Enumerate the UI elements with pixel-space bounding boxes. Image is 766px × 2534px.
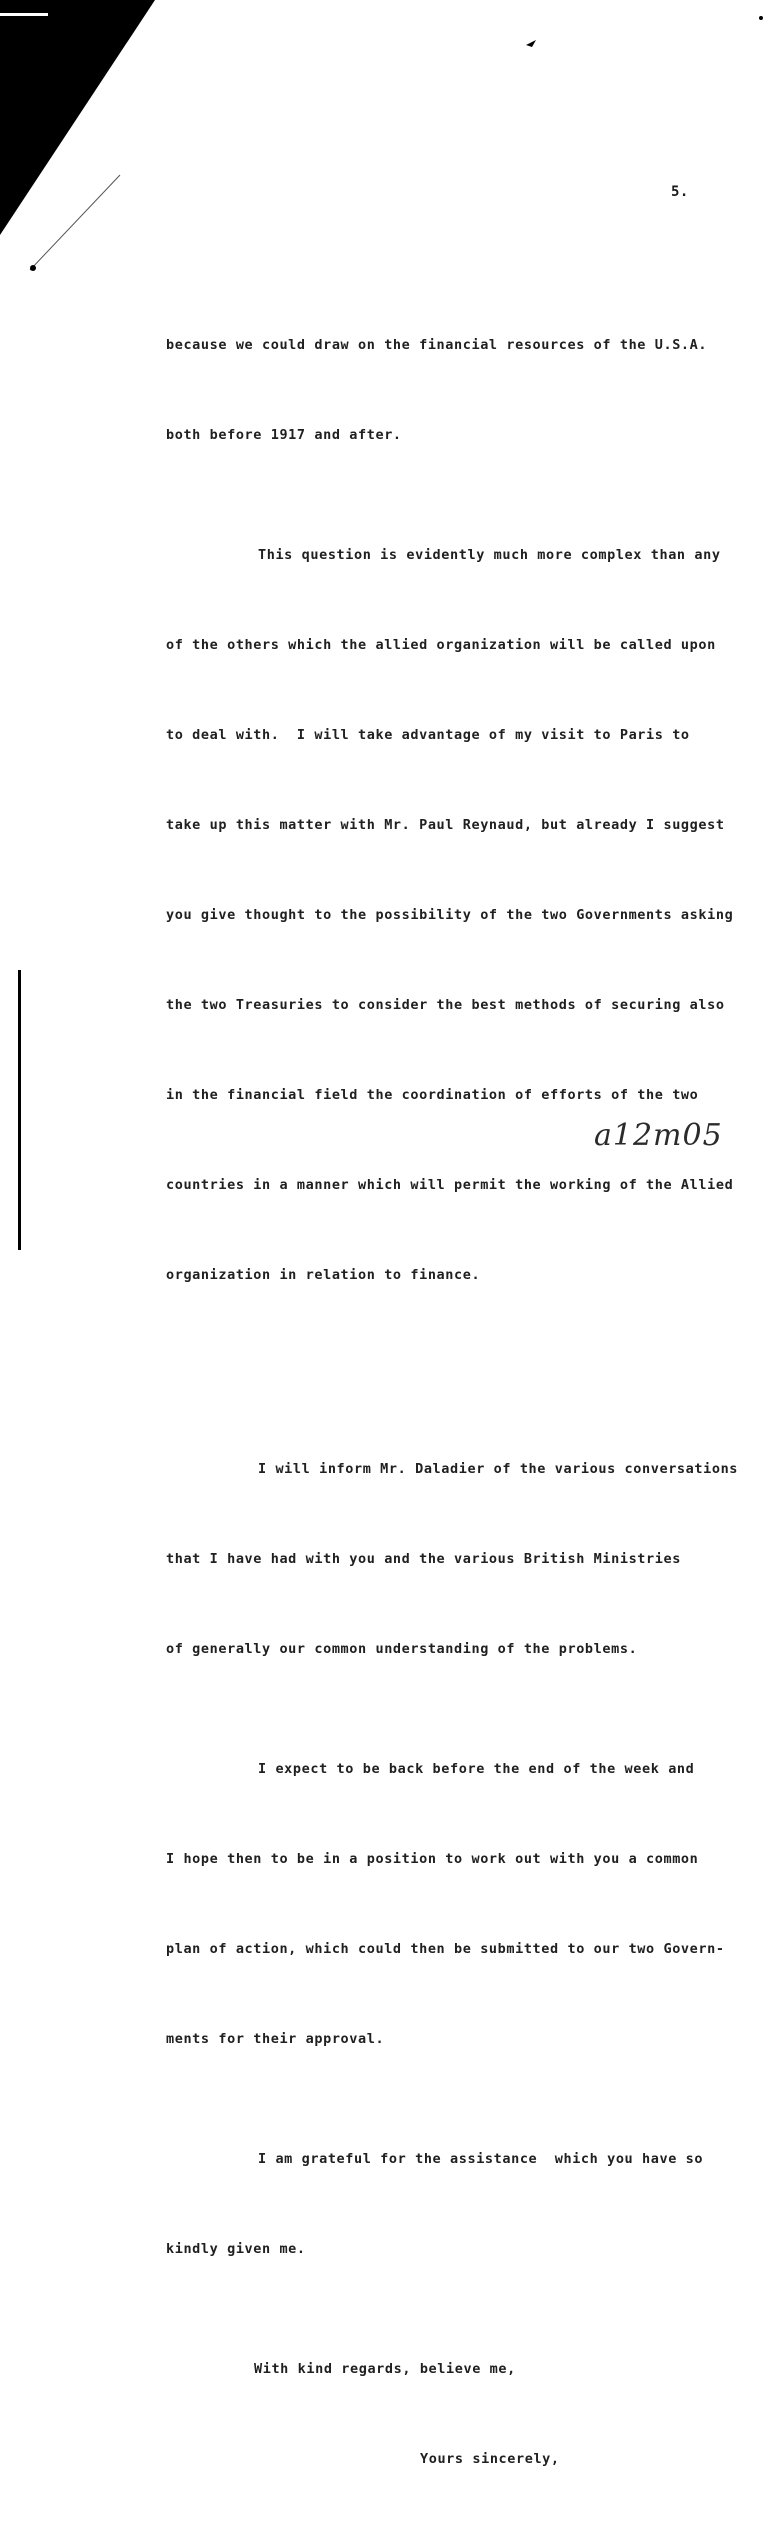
page-number: 5. <box>671 184 689 200</box>
ink-speck <box>526 40 536 47</box>
dot-mark <box>30 265 36 271</box>
fold-streak <box>30 175 120 270</box>
closing-salutation: With kind regards, believe me, <box>254 2361 516 2377</box>
text-line: take up this matter with Mr. Paul Reynaud, but already I suggest <box>166 817 725 833</box>
letter-body <box>166 240 766 2534</box>
text-line: in the financial field the coordination of efforts of the two <box>166 1087 699 1103</box>
left-edge-line <box>18 970 21 1250</box>
text-line: countries in a manner which will permit the working of the Allied <box>166 1177 734 1193</box>
text-line: that I have had with you and the various British Ministries <box>166 1551 681 1567</box>
text-line: both before 1917 and after. <box>166 427 402 443</box>
text-line: I hope then to be in a position to work out with you a common <box>166 1851 699 1867</box>
closing-signoff: Yours sincerely, <box>420 2451 560 2467</box>
text-line: organization in relation to finance. <box>166 1267 481 1283</box>
text-line: This question is evidently much more complex than any <box>258 547 721 563</box>
text-line: I expect to be back before the end of the week and <box>258 1761 695 1777</box>
right-dot <box>759 16 763 20</box>
text-line: because we could draw on the financial resources of the U.S.A. <box>166 337 708 353</box>
handwritten-archive-number: a12m05 <box>594 1118 723 1153</box>
text-line: of the others which the allied organization will be called upon <box>166 637 716 653</box>
text-line: of generally our common understanding of the problems. <box>166 1641 638 1657</box>
text-line: kindly given me. <box>166 2241 306 2257</box>
corner-shadow <box>0 0 155 235</box>
text-line: I will inform Mr. Daladier of the various conversations <box>258 1461 739 1477</box>
text-line: to deal with. I will take advantage of my visit to Paris to <box>166 727 690 743</box>
text-line: plan of action, which could then be submitted to our two Govern- <box>166 1941 725 1957</box>
text-line: you give thought to the possibility of the two Governments asking <box>166 907 734 923</box>
top-edge-mark <box>0 13 48 16</box>
text-line: ments for their approval. <box>166 2031 385 2047</box>
text-line: I am grateful for the assistance which you have so <box>258 2151 704 2167</box>
text-line: the two Treasuries to consider the best methods of securing also <box>166 997 725 1013</box>
paragraph-gap <box>166 1350 766 1364</box>
